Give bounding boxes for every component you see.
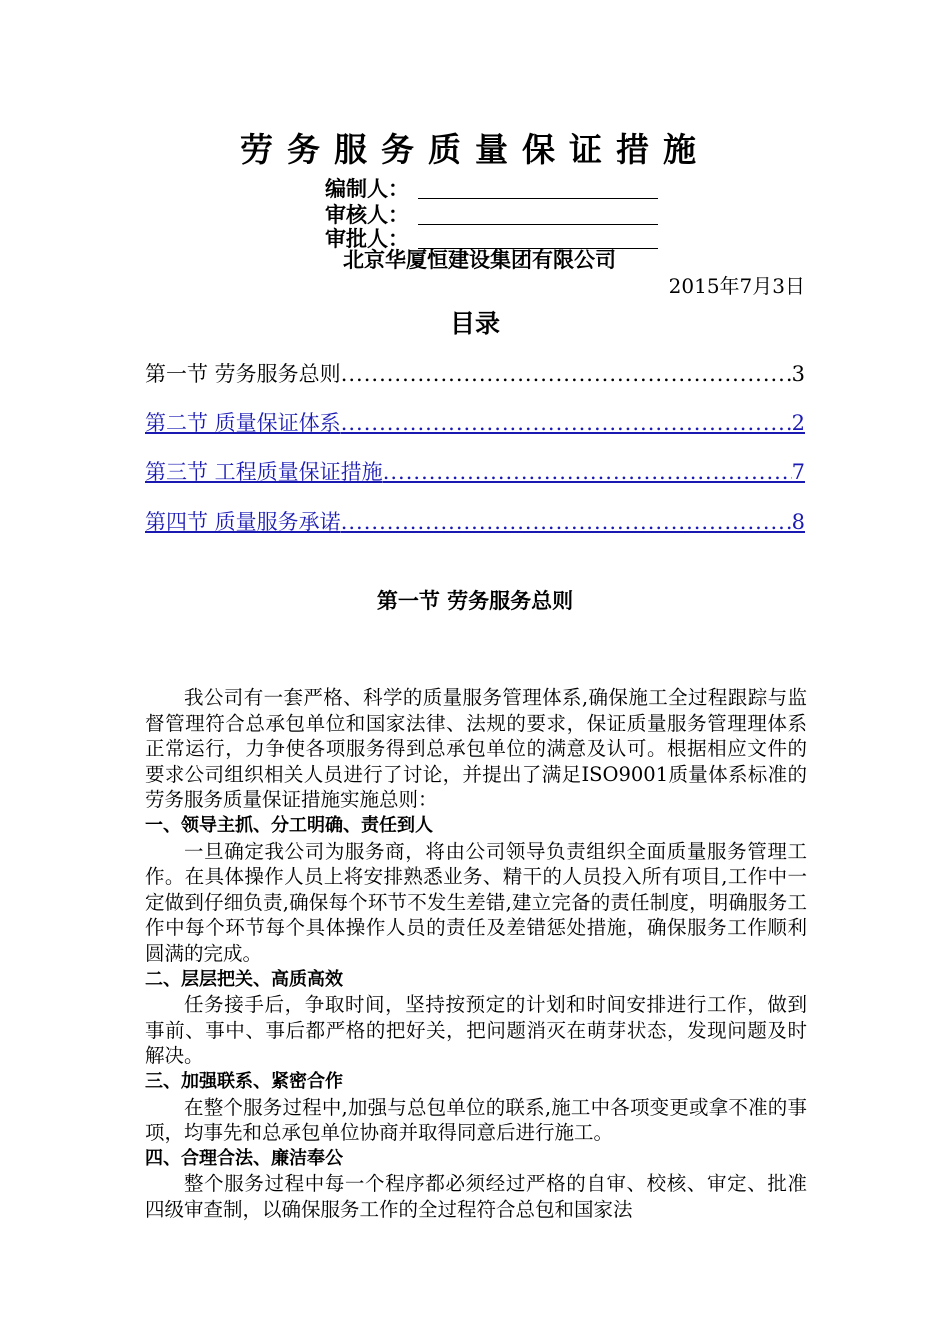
item-heading: 二、层层把关、高质高效 xyxy=(145,968,343,990)
item-heading: 一、领导主抓、分工明确、责任到人 xyxy=(145,814,433,836)
toc-leader-dots xyxy=(341,358,792,390)
intro-paragraph: 我公司有一套严格、科学的质量服务管理体系,确保施工全过程跟踪与监督管理符合总承包单位和国家法律、法规的要求，保证质量服务管理理体系正常运行，力争使各项服务得到总承包单位的满意及认可。根据相应文件的要求公司组织相关人员进行了讨论，并提出了满足ISO9001质量体系标准的劳务服务质量保证措施实施总则： xyxy=(145,686,807,812)
signature-line xyxy=(418,224,658,225)
toc-entry-section-1[interactable] xyxy=(145,358,805,390)
toc-entry-label: 第一节 劳务服务总则 xyxy=(145,362,341,386)
toc-entry-label: 第三节 工程质量保证措施 xyxy=(145,460,383,484)
company-name: 北京华厦恒建设集团有限公司 xyxy=(343,248,616,272)
toc-entry-label: 第二节 质量保证体系 xyxy=(145,411,341,435)
toc-title: 目录 xyxy=(449,309,500,338)
signature-label: 编制人： xyxy=(325,177,409,201)
item-paragraph: 整个服务过程中每一个程序都必须经过严格的自审、校核、审定、批准四级审查制，以确保服务工作的全过程符合总包和国家法 xyxy=(145,1172,807,1221)
item-paragraph: 一旦确定我公司为服务商，将由公司领导负责组织全面质量服务管理工作。在具体操作人员上将安排熟悉业务、精干的人员投入所有项目,工作中一定做到仔细负责,确保每个环节不发生差错,建立完备的责任制度，明确服务工作中每个环节每个具体操作人员的责任及差错惩处措施，确保服务工作顺利圆满的完成。 xyxy=(145,839,807,965)
toc-entry-section-2[interactable] xyxy=(145,407,805,439)
signature-line xyxy=(418,198,658,199)
toc-entry-section-4[interactable] xyxy=(145,506,805,538)
toc-leader-dots xyxy=(383,456,792,488)
toc-entry-page: 3 xyxy=(791,362,805,386)
signature-row-reviewer xyxy=(325,202,417,228)
document-title: 劳务服务质量保证措施 xyxy=(240,130,710,169)
section-body xyxy=(145,685,807,1222)
signature-label: 审批人： xyxy=(325,227,409,251)
item-heading: 三、加强联系、紧密合作 xyxy=(145,1070,343,1092)
toc-entry-page: 7 xyxy=(791,460,805,484)
signature-row-compiler xyxy=(325,176,417,202)
document-date: 2015年7月3日 xyxy=(668,274,805,298)
item-paragraph: 在整个服务过程中,加强与总包单位的联系,施工中各项变更或拿不准的事项，均事先和总承包单位协商并取得同意后进行施工。 xyxy=(145,1095,807,1145)
toc-leader-dots xyxy=(341,407,792,439)
toc-leader-dots xyxy=(341,506,792,538)
item-heading: 四、合理合法、廉洁奉公 xyxy=(145,1147,343,1169)
toc-entry-page: 8 xyxy=(791,510,805,534)
item-paragraph: 任务接手后，争取时间，坚持按预定的计划和时间安排进行工作，做到事前、事中、事后都严格的把好关，把问题消灭在萌芽状态，发现问题及时解决。 xyxy=(145,993,807,1068)
section-heading: 第一节 劳务服务总则 xyxy=(376,589,574,613)
toc-entry-page: 2 xyxy=(791,411,805,435)
signature-label: 审核人： xyxy=(325,203,409,227)
toc-entry-section-3[interactable] xyxy=(145,456,805,488)
toc-entry-label: 第四节 质量服务承诺 xyxy=(145,510,341,534)
